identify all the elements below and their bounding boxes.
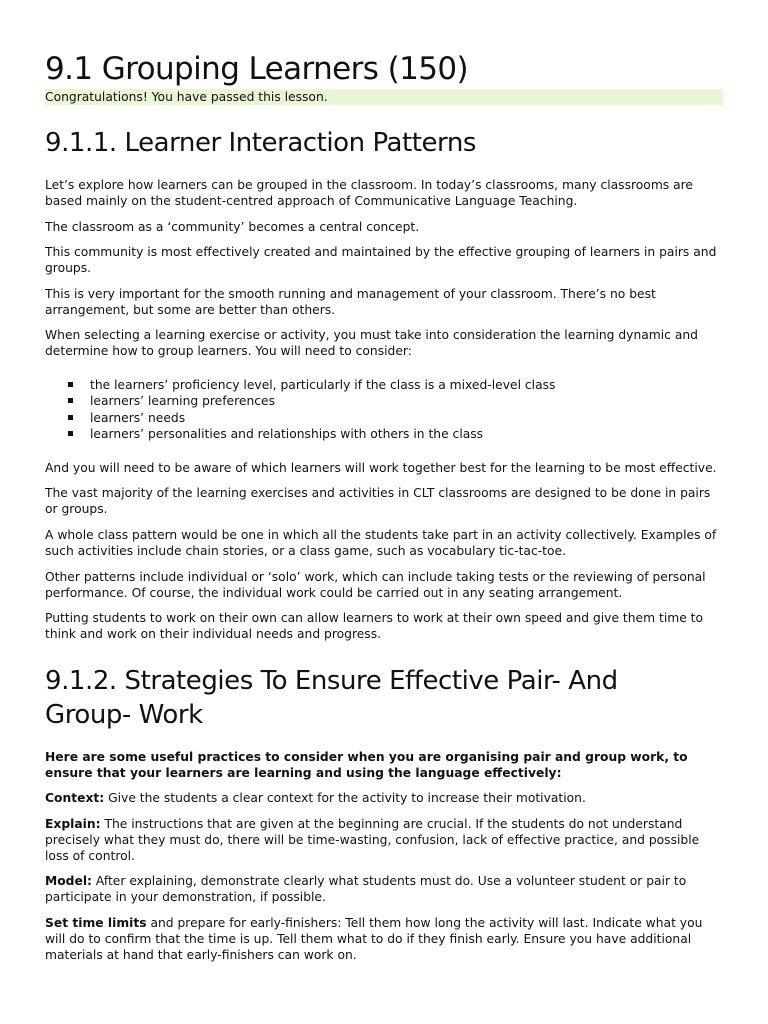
lesson-passed-notice: Congratulations! You have passed this lesson.	[45, 89, 723, 105]
paragraph: This community is most effectively created and maintained by the effective grouping of learners in pairs and groups.	[45, 245, 717, 275]
section-heading-line: Group- Work	[45, 700, 203, 730]
strategy-item	[45, 873, 725, 905]
page-title: 9.1 Grouping Learners (150)	[45, 51, 468, 87]
strategy-label: Context:	[45, 791, 105, 805]
strategy-item	[45, 816, 725, 864]
section-heading-interaction-patterns: 9.1.1. Learner Interaction Patterns	[45, 128, 476, 158]
section-heading-strategies	[45, 664, 618, 732]
paragraph: Let’s explore how learners can be grouped in the classroom. In today’s classrooms, many classrooms are based mainly on the student-centred approach of Communicative Language Teaching.	[45, 178, 693, 208]
paragraph: A whole class pattern would be one in which all the students take part in an activity collectively. Examples of such activities include chain stories, or a class game, such as vocabulary tic-tac-toe.	[45, 528, 717, 558]
paragraph: When selecting a learning exercise or activity, you must take into consideration the learning dynamic and determine how to group learners. You will need to consider:	[45, 328, 698, 358]
list-item	[45, 377, 725, 393]
list-item	[45, 426, 725, 442]
strategy-label: Explain:	[45, 817, 101, 831]
list-item-text: learners’ personalities and relationships with others in the class	[90, 426, 484, 441]
bullet-icon	[68, 431, 73, 436]
intro-text: Here are some useful practices to consider when you are organising pair and group work, to ensure that your learners are learning and using the language effectively:	[45, 750, 688, 780]
bullet-icon	[68, 415, 73, 420]
paragraph: And you will need to be aware of which learners will work together best for the learning to be most effective.	[45, 461, 717, 475]
section-heading-line: 9.1.2. Strategies To Ensure Effective Pair- And	[45, 666, 618, 696]
paragraph: This is very important for the smooth running and management of your classroom. There’s no best arrangement, but some are better than others.	[45, 287, 656, 317]
strategy-text: Give the students a clear context for the activity to increase their motivation.	[104, 791, 586, 805]
bullet-icon	[68, 398, 73, 403]
list-item	[45, 393, 725, 409]
list-item-text: the learners’ proficiency level, particularly if the class is a mixed-level class	[90, 378, 556, 392]
strategy-item	[45, 915, 725, 963]
strategy-text: The instructions that are given at the beginning are crucial. If the students do not understand precisely what they must do, there will be time-wasting, confusion, lack of effective practice, and possible loss of control.	[45, 817, 700, 863]
list-item-text: learners’ learning preferences	[90, 394, 275, 409]
strategy-text: and prepare for early-finishers: Tell them how long the activity will last. Indicate what you will do to confirm that the time is up. Tell them what to do if they finish early. Ensure you have additional materials at hand that early-finishers can work on.	[45, 916, 703, 962]
paragraph: Putting students to work on their own can allow learners to work at their own speed and give them time to think and work on their individual needs and progress.	[45, 611, 704, 641]
paragraph: The vast majority of the learning exercises and activities in CLT classrooms are designed to be done in pairs or groups.	[45, 486, 711, 516]
bullet-icon	[68, 382, 73, 387]
strategies-intro	[45, 749, 725, 781]
strategy-label: Set time limits	[45, 916, 147, 930]
considerations-list	[45, 377, 725, 442]
paragraph: The classroom as a ‘community’ becomes a central concept.	[45, 220, 420, 234]
strategy-label: Model:	[45, 874, 92, 888]
list-item	[45, 410, 725, 426]
list-item-text: learners’ needs	[90, 410, 186, 425]
paragraph: Other patterns include individual or ‘solo’ work, which can include taking tests or the reviewing of personal performance. Of course, the individual work could be carried out in any seating arrangement.	[45, 570, 706, 600]
strategy-text: After explaining, demonstrate clearly what students must do. Use a volunteer student or pair to participate in your demonstration, if possible.	[45, 874, 687, 904]
strategy-item	[45, 790, 725, 806]
